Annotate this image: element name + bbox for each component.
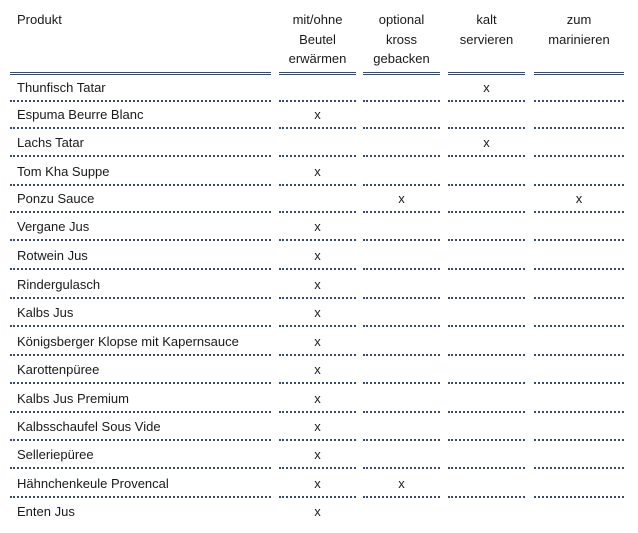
row-divider (448, 211, 525, 213)
check-mark: x (314, 334, 321, 349)
row-divider (534, 439, 624, 441)
row-divider (10, 184, 271, 186)
check-mark (534, 217, 624, 237)
row-divider (534, 297, 624, 299)
row-divider (448, 100, 525, 102)
row-divider (363, 100, 440, 102)
check-mark (448, 332, 525, 352)
check-mark: x (314, 277, 321, 292)
product-name: Thunfisch Tatar (17, 80, 106, 95)
check-mark: x (314, 504, 321, 519)
check-mark (534, 303, 624, 323)
row-divider (534, 354, 624, 356)
check-mark (363, 502, 440, 522)
check-mark: x (483, 80, 490, 95)
product-name: Rotwein Jus (17, 248, 88, 263)
row-divider (10, 268, 271, 270)
row-divider (279, 184, 356, 186)
row-divider (363, 155, 440, 157)
check-mark (448, 105, 525, 125)
column-header-line: erwärmen (288, 51, 347, 66)
check-mark (279, 189, 356, 209)
row-divider (534, 496, 624, 498)
row-divider (363, 268, 440, 270)
product-name: Kalbsschaufel Sous Vide (17, 419, 161, 434)
column-header-line: kalt (476, 12, 497, 27)
row-divider (534, 155, 624, 157)
row-divider (448, 411, 525, 413)
row-divider (534, 100, 624, 102)
product-name: Karottenpüree (17, 362, 100, 377)
check-mark (534, 78, 624, 98)
check-mark (534, 360, 624, 380)
row-divider (279, 100, 356, 102)
row-divider (534, 127, 624, 129)
row-divider (448, 184, 525, 186)
row-divider (363, 239, 440, 241)
row-divider (448, 439, 525, 441)
row-divider (10, 496, 271, 498)
column-header-line: optional (378, 12, 425, 27)
check-mark (534, 474, 624, 494)
product-name: Königsberger Klopse mit Kapernsauce (17, 334, 239, 349)
check-mark: x (314, 447, 321, 462)
column-header-line: kross (385, 31, 418, 47)
row-divider (534, 211, 624, 213)
check-mark (534, 105, 624, 125)
row-divider (279, 239, 356, 241)
row-divider (10, 127, 271, 129)
product-name: Tom Kha Suppe (17, 164, 110, 179)
check-mark (363, 217, 440, 237)
check-mark (534, 332, 624, 352)
row-divider (534, 239, 624, 241)
row-divider (279, 382, 356, 384)
row-divider (363, 211, 440, 213)
row-divider (279, 268, 356, 270)
header-divider (279, 72, 356, 75)
row-divider (363, 127, 440, 129)
check-mark (448, 389, 525, 409)
header-divider (534, 72, 624, 75)
column-header-line: Beutel (299, 31, 336, 47)
check-mark: x (314, 107, 321, 122)
column-header-line: mit/ohne (292, 12, 343, 27)
check-mark (448, 417, 525, 437)
column-header-line: zum (566, 12, 592, 27)
check-mark: x (398, 191, 405, 206)
check-mark (448, 445, 525, 465)
row-divider (534, 184, 624, 186)
check-mark: x (314, 164, 321, 179)
row-divider (363, 382, 440, 384)
check-mark (363, 78, 440, 98)
check-mark (534, 133, 624, 153)
check-mark (534, 445, 624, 465)
check-mark (363, 133, 440, 153)
row-divider (279, 439, 356, 441)
row-divider (10, 155, 271, 157)
row-divider (279, 297, 356, 299)
row-divider (363, 496, 440, 498)
product-name: Selleriepüree (17, 447, 94, 462)
row-divider (534, 411, 624, 413)
check-mark (363, 246, 440, 266)
column-header-2 (363, 10, 440, 69)
row-divider (363, 325, 440, 327)
row-divider (534, 325, 624, 327)
check-mark (363, 275, 440, 295)
row-divider (279, 325, 356, 327)
row-divider (10, 411, 271, 413)
check-mark (448, 360, 525, 380)
check-mark (363, 303, 440, 323)
column-header-line: gebacken (373, 51, 430, 66)
product-name: Kalbs Jus (17, 305, 74, 320)
row-divider (279, 155, 356, 157)
check-mark (448, 189, 525, 209)
column-header-line: Produkt (17, 12, 62, 27)
row-divider (448, 325, 525, 327)
row-divider (363, 184, 440, 186)
row-divider (10, 467, 271, 469)
row-divider (279, 467, 356, 469)
check-mark (534, 246, 624, 266)
header-divider (448, 72, 525, 75)
check-mark (534, 502, 624, 522)
check-mark (363, 360, 440, 380)
row-divider (279, 496, 356, 498)
check-mark (534, 417, 624, 437)
check-mark (534, 389, 624, 409)
check-mark: x (483, 135, 490, 150)
row-divider (10, 382, 271, 384)
row-divider (10, 325, 271, 327)
row-divider (10, 354, 271, 356)
check-mark (279, 133, 356, 153)
check-mark: x (314, 219, 321, 234)
row-divider (10, 211, 271, 213)
check-mark: x (314, 305, 321, 320)
check-mark (448, 502, 525, 522)
row-divider (10, 239, 271, 241)
row-divider (363, 467, 440, 469)
row-divider (279, 211, 356, 213)
check-mark: x (314, 362, 321, 377)
row-divider (448, 467, 525, 469)
row-divider (448, 354, 525, 356)
row-divider (448, 297, 525, 299)
row-divider (279, 127, 356, 129)
check-mark (363, 417, 440, 437)
product-name: Kalbs Jus Premium (17, 391, 129, 406)
check-mark: x (314, 248, 321, 263)
row-divider (363, 354, 440, 356)
product-name: Hähnchenkeule Provencal (17, 476, 169, 491)
column-header-0 (17, 10, 271, 30)
row-divider (363, 411, 440, 413)
row-divider (363, 439, 440, 441)
check-mark (448, 474, 525, 494)
check-mark (448, 162, 525, 182)
check-mark (448, 275, 525, 295)
check-mark (534, 275, 624, 295)
check-mark (448, 217, 525, 237)
column-header-1 (279, 10, 356, 69)
check-mark (363, 389, 440, 409)
row-divider (448, 496, 525, 498)
product-name: Rindergulasch (17, 277, 101, 292)
check-mark (448, 303, 525, 323)
row-divider (448, 268, 525, 270)
check-mark: x (575, 191, 583, 206)
check-mark (363, 105, 440, 125)
row-divider (534, 467, 624, 469)
check-mark (448, 246, 525, 266)
check-mark: x (314, 391, 321, 406)
column-header-line: marinieren (548, 31, 610, 47)
check-mark (279, 78, 356, 98)
check-mark (363, 332, 440, 352)
check-mark (534, 162, 624, 182)
row-divider (534, 268, 624, 270)
check-mark: x (314, 476, 321, 491)
product-name: Vergane Jus (17, 219, 90, 234)
check-mark: x (314, 419, 321, 434)
row-divider (534, 382, 624, 384)
row-divider (363, 297, 440, 299)
product-name: Espuma Beurre Blanc (17, 107, 144, 122)
row-divider (448, 239, 525, 241)
column-header-3 (448, 10, 525, 49)
header-divider (363, 72, 440, 75)
row-divider (10, 100, 271, 102)
check-mark (363, 162, 440, 182)
check-mark (363, 445, 440, 465)
row-divider (448, 382, 525, 384)
row-divider (448, 127, 525, 129)
row-divider (279, 354, 356, 356)
check-mark: x (398, 476, 405, 491)
column-header-4 (534, 10, 624, 49)
product-name: Lachs Tatar (17, 135, 84, 150)
column-header-line: servieren (459, 31, 514, 47)
row-divider (10, 297, 271, 299)
row-divider (10, 439, 271, 441)
row-divider (448, 155, 525, 157)
header-divider (10, 72, 271, 75)
product-name: Enten Jus (17, 504, 75, 519)
product-name: Ponzu Sauce (17, 191, 95, 206)
row-divider (279, 411, 356, 413)
